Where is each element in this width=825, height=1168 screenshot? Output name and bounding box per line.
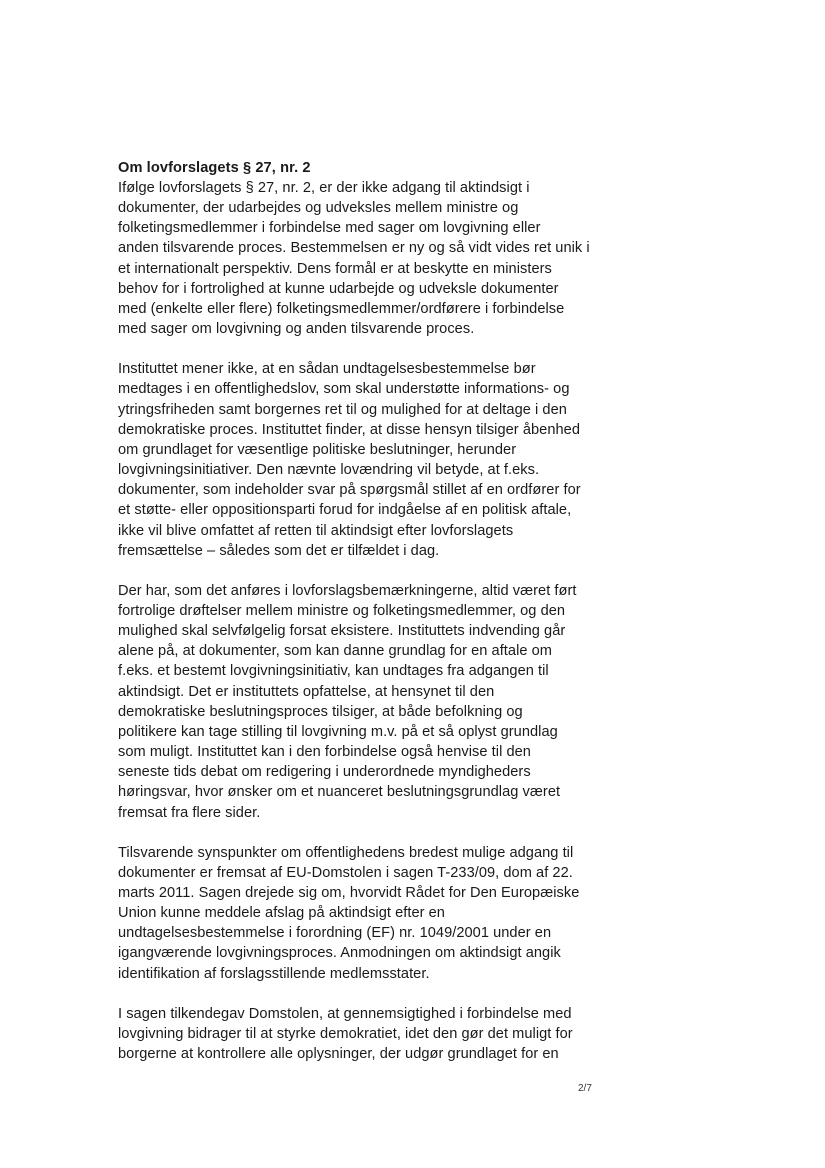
document-body — [118, 158, 590, 1064]
text-line: om grundlaget for væsentlige politiske beslutninger, herunder — [118, 441, 517, 458]
text-line: Union kunne meddele afslag på aktindsigt efter en — [118, 905, 445, 922]
text-line: I sagen tilkendegav Domstolen, at gennemsigtighed i forbindelse med — [118, 1005, 572, 1022]
text-line: aktindsigt. Det er instituttets opfattelse, at hensynet til den — [118, 683, 495, 700]
text-line: borgerne at kontrollere alle oplysninger, der udgør grundlaget for en — [118, 1046, 559, 1063]
paragraph-3 — [118, 581, 590, 823]
text-line: f.eks. et bestemt lovgivningsinitiativ, kan undtages fra adgangen til — [118, 663, 549, 680]
text-line: fortrolige drøftelser mellem ministre og folketingsmedlemmer, og den — [118, 602, 566, 619]
text-line: som muligt. Instituttet kan i den forbindelse også henvise til den — [118, 744, 531, 761]
text-line: dokumenter er fremsat af EU-Domstolen i sagen T-233/09, dom af 22. — [118, 864, 573, 881]
text-line: marts 2011. Sagen drejede sig om, hvorvidt Rådet for Den Europæiske — [118, 885, 580, 901]
text-line: politikere kan tage stilling til lovgivning m.v. på et så oplyst grundlag — [118, 723, 558, 740]
text-line: med sager om lovgivning og anden tilsvarende proces. — [118, 321, 475, 338]
text-line: folketingsmedlemmer i forbindelse med sager om lovgivning eller — [118, 220, 541, 237]
text-line: lovgivning bidrager til at styrke demokratiet, idet den gør det muligt for — [118, 1025, 573, 1042]
text-line: dokumenter, der udarbejdes og udveksles mellem ministre og — [118, 200, 519, 217]
paragraph-5 — [118, 1004, 590, 1064]
text-line: Der har, som det anføres i lovforslagsbemærkningerne, altid været ført — [118, 582, 577, 599]
text-line: et støtte- eller oppositionsparti forud for indgåelse af en politisk aftale, — [118, 502, 572, 519]
text-line: fremsat fra flere sider. — [118, 804, 261, 821]
text-line: lovgivningsinitiativer. Den nævnte lovændring vil betyde, at f.eks. — [118, 462, 540, 479]
paragraph-1 — [118, 178, 590, 339]
text-line: seneste tids debat om redigering i underordnede myndigheders — [118, 764, 531, 781]
text-line: et internationalt perspektiv. Dens formål er at beskytte en ministers — [118, 260, 552, 277]
text-line: Instituttet mener ikke, at en sådan undtagelsesbestemmelse bør — [118, 361, 536, 378]
text-line: anden tilsvarende proces. Bestemmelsen er ny og så vidt vides ret unik i — [118, 240, 590, 257]
text-line: dokumenter, som indeholder svar på spørgsmål stillet af en ordfører for — [118, 482, 581, 499]
text-line: behov for i fortrolighed at kunne udarbejde og udveksle dokumenter — [118, 280, 559, 297]
text-line: med (enkelte eller flere) folketingsmedlemmer/ordførere i forbindelse — [118, 300, 565, 317]
text-line: ikke vil blive omfattet af retten til aktindsigt efter lovforslagets — [118, 522, 514, 539]
page-number: 2/7 — [578, 1083, 592, 1094]
section-heading: Om lovforslagets § 27, nr. 2 — [118, 160, 311, 176]
text-line: demokratiske beslutningsproces tilsiger, at både befolkning og — [118, 703, 523, 720]
text-line: identifikation af forslagsstillende medlemsstater. — [118, 965, 430, 982]
text-line: Ifølge lovforslagets § 27, nr. 2, er der ikke adgang til aktindsigt i — [118, 180, 530, 196]
text-line: fremsættelse – således som det er tilfældet i dag. — [118, 542, 440, 559]
text-line: høringsvar, hvor ønsker om et nuanceret beslutningsgrundlag været — [118, 784, 561, 801]
text-line: demokratiske proces. Instituttet finder, at disse hensyn tilsiger åbenhed — [118, 421, 580, 438]
text-line: igangværende lovgivningsproces. Anmodningen om aktindsigt angik — [118, 945, 561, 962]
text-line: undtagelsesbestemmelse i forordning (EF) nr. 1049/2001 under en — [118, 925, 552, 942]
text-line: medtages i en offentlighedslov, som skal understøtte informations- og — [118, 381, 570, 398]
text-line: ytringsfriheden samt borgernes ret til og mulighed for at deltage i den — [118, 401, 567, 418]
text-line: Tilsvarende synspunkter om offentlighedens bredest mulige adgang til — [118, 844, 574, 861]
paragraph-2 — [118, 359, 590, 561]
text-line: alene på, at dokumenter, som kan danne grundlag for en aftale om — [118, 643, 552, 660]
text-line: mulighed skal selvfølgelig forsat eksistere. Instituttets indvending går — [118, 623, 566, 640]
paragraph-4 — [118, 843, 590, 984]
